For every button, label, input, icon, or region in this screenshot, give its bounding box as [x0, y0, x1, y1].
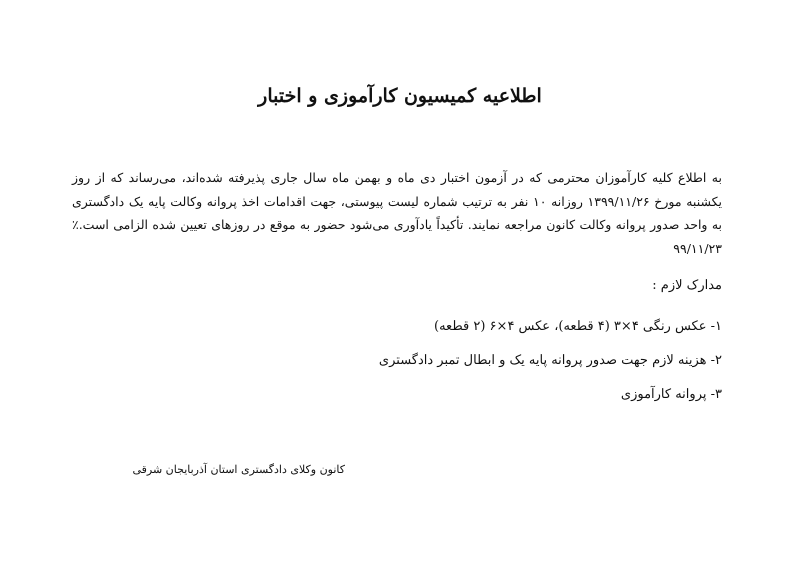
required-document-item: ۲- هزینه لازم جهت صدور پروانه پایه یک و ابطال تمبر دادگستری	[378, 353, 722, 368]
required-document-item: ۱- عکس رنگی ۴×۳ (۴ قطعه)، عکس ۴×۶ (۲ قطعه)	[434, 319, 722, 334]
document-title: اطلاعیه کمیسیون کارآموزی و اختبار	[258, 85, 542, 107]
required-documents-label: مدارک لازم :	[652, 278, 722, 293]
issuer-signature: کانون وکلای دادگستری استان آذربایجان شرقی	[132, 463, 345, 476]
required-document-item: ۳- پروانه کارآموزی	[620, 387, 722, 402]
announcement-paragraph: به اطلاع کلیه کارآموزان محترمی که در آزمون اختبار دی ماه و بهمن ماه سال جاری پذیرفته شده‌اند، می‌رساند که از روز یکشنبه مورخ ۱۳۹۹/۱۱/۲۶ روزانه ۱۰ نفر به ترتیب شماره لیست پیوستی، جهت اقدامات اخذ پروانه وکالت پایه یک دادگستری به واحد صدور پروانه وکالت کانون مراجعه نمایند. تأکیداً یادآوری می‌شود حضور به موقع در روزهای تعیین شده الزامی است.٪ ۹۹/۱۱/۲۳	[72, 170, 723, 256]
required-documents-list	[379, 317, 722, 419]
